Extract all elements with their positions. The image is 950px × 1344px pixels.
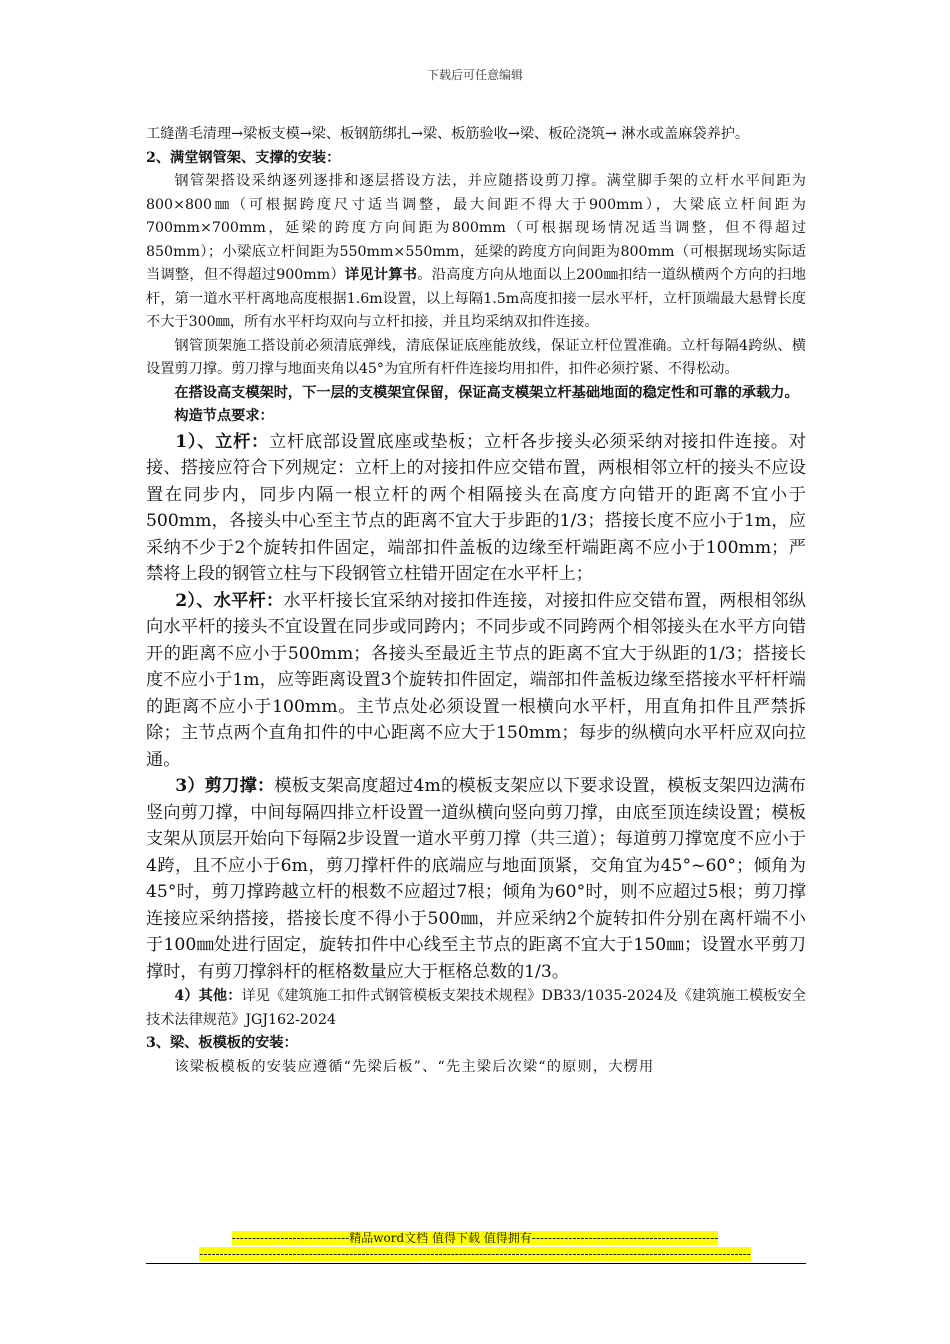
paragraph-1-bold-ref: 详见计算书: [344, 267, 418, 283]
section-2-paragraph-3: 在搭设高支模架时，下一层的支模架宜保留，保证高支模架立杆基础地面的稳定性和可靠的承载力。: [174, 384, 799, 401]
section-2-paragraph-1: [146, 170, 806, 335]
item-4-text: 详见《建筑施工扣件式钢管模板支架技术规程》DB33/1035-2024及《建筑施工模板安全技术法律规范》JGJ162-2024: [146, 988, 806, 1028]
document-body: [146, 123, 806, 1079]
item-3-text: 模板支架高度超过4m的模板支架应以下要求设置，模板支架四边满布竖向剪刀撑，中间每隔四排立杆设置一道纵横向竖向剪刀撑，由底至顶连续设置；模板支架从顶层开始向下每隔2步设置一道水平剪刀撑（共三道）；每道剪刀撑宽度不应小于4跨，且不应小于6m，剪刀撑杆件的底端应与地面顶紧，交角宜为45°~60°；倾角为45°时，剪刀撑跨越立杆的根数不应超过7根；倾角为60°时，则不应超过5根；剪刀撑连接应采纳搭接，搭接长度不得小于500㎜，并应采纳2个旋转扣件分别在离杆端不小于100㎜处进行固定，旋转扣件中心线至主节点的距离不宜大于150㎜；设置水平剪刀撑时，有剪刀撑斜杆的框格数量应大于框格总数的1/3。: [146, 776, 806, 982]
item-4-label: 4）其他：: [174, 988, 242, 1004]
item-1-label: 1）、立杆：: [175, 431, 269, 452]
section-2-heading: 2、满堂钢管架、支撑的安装：: [146, 149, 341, 166]
section-2-paragraph-2: 钢管顶架施工搭设前必须清底弹线，清底保证底座能放线，保证立杆位置准确。立杆每隔4跨纵、横设置剪刀撑。剪刀撑与地面夹角以45°为宜所有杆件连接均用扣件，扣件必须拧紧、不得松动。: [146, 337, 806, 377]
page-header: 下载后可任意编辑: [426, 68, 523, 82]
item-1-upright-pole: [146, 429, 806, 588]
section-3-heading: 3、梁、板模板的安装：: [146, 1035, 298, 1051]
footer-rule: [146, 1263, 806, 1264]
item-3-label: 3）剪刀撑：: [175, 776, 275, 796]
footer-highlight-1: -----------------------------精品word文档 值得下载 值得拥有----------------------------------------------: [231, 1231, 719, 1245]
item-2-label: 2）、水平杆：: [175, 590, 284, 611]
footer-highlight-2: ----------------------------------------------------------------------------------------------------------------------------------------: [199, 1247, 751, 1261]
item-2-horizontal-bar: [146, 588, 806, 774]
footer-line-2: [0, 1246, 950, 1263]
footer-line-1: [0, 1230, 950, 1247]
paragraph-1-text-b: 。沿高度方向从地面以上200㎜扣结一道纵横两个方向的扫地杆，第一道水平杆离地高度根据1.6m设置，以上每隔1.5m高度扣接一层水平杆，立杆顶端最大悬臂长度不大于300㎜，所有水平杆均双向与立杆扣接，并且均采纳双扣件连接。: [146, 267, 806, 330]
item-2-text: 水平杆接长宜采纳对接扣件连接，对接扣件应交错布置，两根相邻纵向水平杆的接头不宜设置在同步或同跨内；不同步或不同跨两个相邻接头在水平方向错开的距离不应小于500mm；各接头至最近主节点的距离不宜大于纵距的1/3；搭接长度不应小于1m，应等距离设置3个旋转扣件固定，端部扣件盖板边缘至搭接水平杆杆端的距离不应小于100mm。主节点处必须设置一根横向水平杆，用直角扣件且严禁拆除；主节点两个直角扣件的中心距离不应大于150mm；每步的纵横向水平杆应双向拉通。: [146, 590, 806, 770]
node-requirements-heading: 构造节点要求：: [174, 408, 274, 424]
item-4-other: [146, 985, 806, 1032]
paragraph-1-text-a: 钢管架搭设采纳逐列逐排和逐层搭设方法，并应随搭设剪刀撑。满堂脚手架的立杆水平间距为800×800㎜（可根据跨度尺寸适当调整，最大间距不得大于900mm），大梁底立杆间距为700mm×700mm，延梁的跨度方向间距为800mm（可根据现场情况适当调整，但不得超过850mm）；小梁底立杆间距为550mm×550mm，延梁的跨度方向间距为800mm（可根据现场实际适当调整，但不得超过900mm）: [146, 173, 806, 283]
item-1-text: 立杆底部设置底座或垫板；立杆各步接头必须采纳对接扣件连接。对接、搭接应符合下列规定：立杆上的对接扣件应交错布置，两根相邻立杆的接头不应设置在同步内，同步内隔一根立杆的两个相隔接头在高度方向错开的距离不宜小于500mm，各接头中心至主节点的距离不宜大于步距的1/3；搭接长度不应小于1m，应采纳不少于2个旋转扣件固定，端部扣件盖板的边缘至杆端距离不应小于100mm；严禁将上段的钢管立柱与下段钢管立柱错开固定在水平杆上；: [146, 431, 806, 584]
item-3-scissor-brace: [146, 773, 806, 985]
intro-paragraph: 工缝凿毛清理→梁板支模→梁、板钢筋绑扎→梁、板筋验收→梁、板砼浇筑→ 淋水或盖麻袋养护。: [146, 126, 750, 142]
section-3-paragraph-1: 该梁板模板的安装应遵循“先梁后板”、“先主梁后次梁“的原则，大楞用: [174, 1058, 655, 1075]
